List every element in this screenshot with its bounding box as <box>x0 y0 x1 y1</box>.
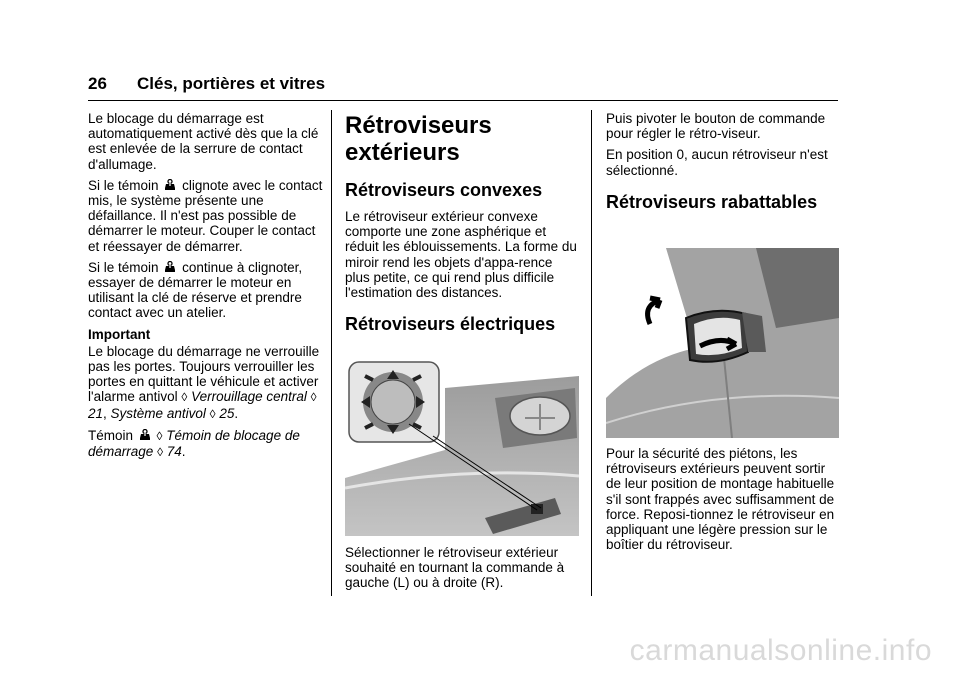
column-1 <box>88 111 324 466</box>
electric-mirror-illustration <box>345 358 579 536</box>
car-key-warning-icon <box>164 179 176 192</box>
warning-light-reference: Témoin ◊ Témoin de blocage de démarrage ◊ 74. <box>88 427 300 460</box>
flash-warning-paragraph: Si le témoin clignote avec le contact mis, le système présente une défaillance. Il n'est pas possible de démarrer le moteur. Couper le contact et réessayer de démarrer. <box>88 177 323 254</box>
page-number: 26 <box>88 74 107 93</box>
column-divider-1 <box>331 110 332 596</box>
car-side-drawing <box>606 248 839 438</box>
important-label: Important <box>88 326 151 342</box>
link-central-locking-page[interactable]: 21 <box>88 405 104 421</box>
cross-reference-icon: ◊ <box>156 428 163 443</box>
convex-paragraph: Le rétroviseur extérieur convexe comporte une zone asphérique et réduit les éblouissements. La forme du miroir rend les objets d'appa-rence plus petite, ce qui rend plus difficile l'estimation des distances. <box>345 209 577 301</box>
folding-mirror-illustration <box>606 248 839 438</box>
link-immobiliser-light[interactable]: Témoin de blocage de démarrage <box>88 427 300 460</box>
page-header <box>88 72 838 101</box>
column-3 <box>606 111 840 221</box>
watermark: carmanualsonline.info <box>629 634 932 667</box>
section-title: Clés, portières et vitres <box>137 74 326 93</box>
link-anti-theft[interactable]: Système antivol <box>110 405 206 421</box>
cross-reference-icon: ◊ <box>181 390 188 405</box>
car-key-warning-icon <box>164 261 176 274</box>
cross-reference-icon: ◊ <box>157 445 163 460</box>
cross-reference-icon: ◊ <box>310 390 317 405</box>
column-divider-2 <box>591 110 592 596</box>
column-3-lower <box>606 446 840 558</box>
link-immobiliser-light-page[interactable]: 74 <box>166 444 182 460</box>
folding-paragraph: Pour la sécurité des piétons, les rétroviseurs extérieurs peuvent sortir de leur position de montage habituelle s'il sont frappés avec suffisamment de force. Reposi-tionnez le rétroviseur en appliquant une légère pression sur le boîtier du rétroviseur. <box>606 446 835 553</box>
immobiliser-paragraph: Le blocage du démarrage est automatiquement activé dès que la clé est enlevée de la serrure de contact d'allumage. <box>88 111 319 172</box>
car-key-warning-icon <box>139 429 151 442</box>
link-central-locking[interactable]: Verrouillage central <box>191 389 307 405</box>
heading-convex-mirrors: Rétroviseurs convexes <box>345 180 543 200</box>
continue-flash-paragraph: Si le témoin continue à clignoter, essayer de démarrer le moteur en utilisant la clé de réserve et prendre contact avec un atelier. <box>88 259 303 321</box>
important-paragraph: Le blocage du démarrage ne verrouille pas les portes. Toujours verrouiller les portes en quittant le véhicule et activer l'alarme antivol ◊ Verrouillage central ◊ 21, Système antivol ◊ 25. <box>88 343 320 421</box>
heading-exterior-mirrors: Rétroviseurs extérieurs <box>345 112 492 166</box>
link-anti-theft-page[interactable]: 25 <box>219 405 235 421</box>
electric-paragraph: Sélectionner le rétroviseur extérieur souhaité en tournant la commande à gauche (L) ou à droite (R). <box>345 545 565 591</box>
door-panel-drawing <box>345 358 579 536</box>
cross-reference-icon: ◊ <box>209 406 216 421</box>
column-2-lower <box>345 545 580 597</box>
heading-electric-mirrors: Rétroviseurs électriques <box>345 314 556 335</box>
position-zero-paragraph: En position 0, aucun rétroviseur n'est sélectionné. <box>606 147 828 178</box>
heading-folding-mirrors: Rétroviseurs rabattables <box>606 191 818 212</box>
pivot-paragraph: Puis pivoter le bouton de commande pour régler le rétro-viseur. <box>606 111 826 142</box>
column-2 <box>345 112 580 343</box>
